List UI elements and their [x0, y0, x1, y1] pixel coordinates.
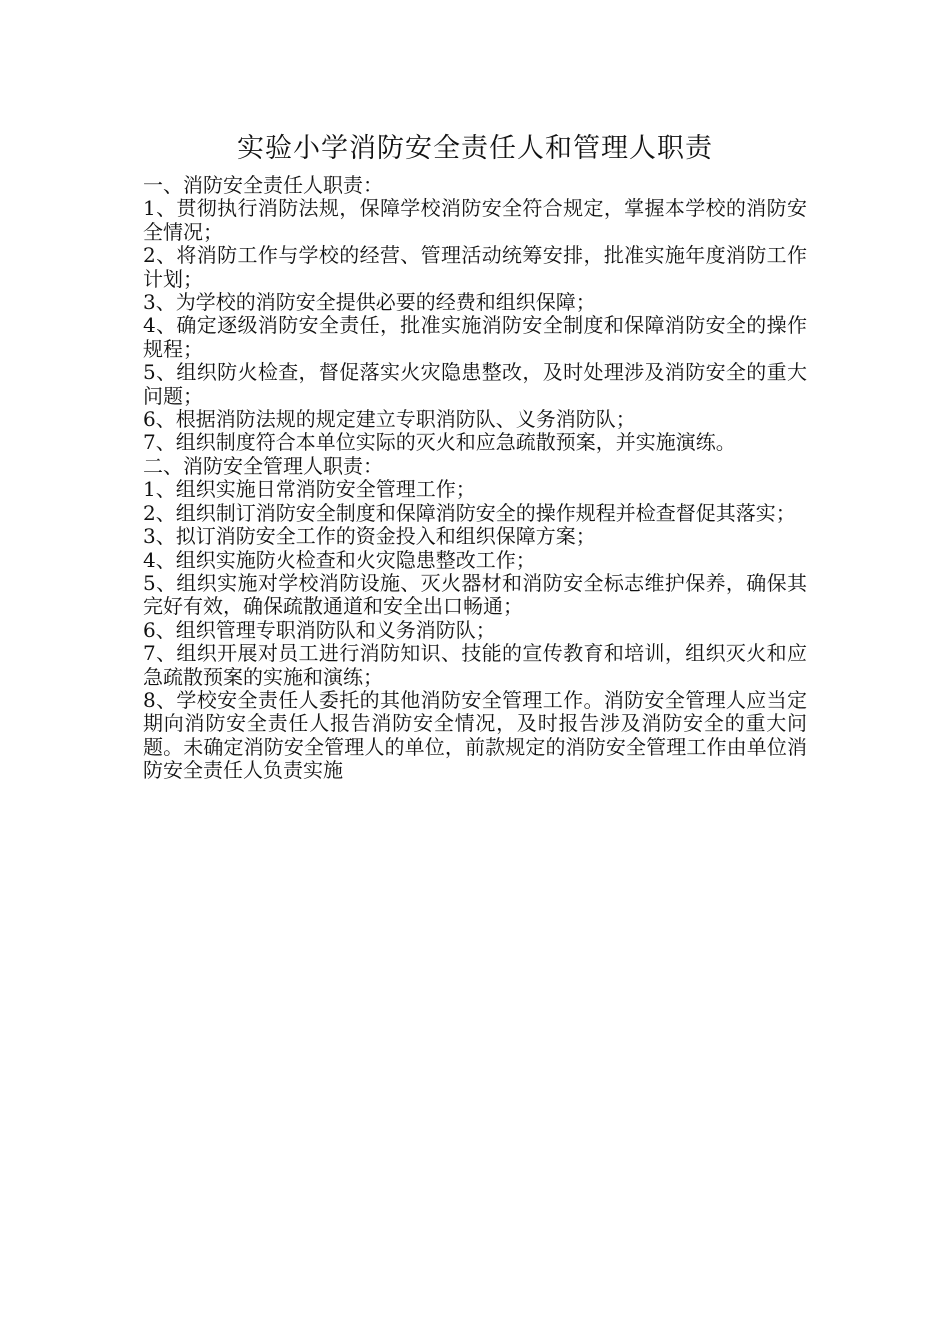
responsibility-item-4: 4、确定逐级消防安全责任，批准实施消防安全制度和保障消防安全的操作规程；	[143, 313, 807, 361]
responsibility-item-6: 6、根据消防法规的规定建立专职消防队、义务消防队；	[143, 407, 636, 432]
section-heading-responsible-person: 一、消防安全责任人职责：	[143, 173, 383, 197]
responsibility-item-7: 7、组织制度符合本单位实际的灭火和应急疏散预案，并实施演练。	[143, 430, 736, 455]
responsibility-item-2: 2、将消防工作与学校的经营、管理活动统筹安排，批准实施年度消防工作计划；	[143, 243, 807, 291]
responsibility-item-1: 1、贯彻执行消防法规，保障学校消防安全符合规定，掌握本学校的消防安全情况；	[143, 196, 807, 244]
manager-item-1: 1、组织实施日常消防安全管理工作；	[143, 477, 476, 502]
document-title: 实验小学消防安全责任人和管理人职责	[237, 133, 713, 164]
manager-item-4: 4、组织实施防火检查和火灾隐患整改工作；	[143, 547, 536, 572]
responsibility-item-3: 3、为学校的消防安全提供必要的经费和组织保障；	[143, 290, 596, 315]
manager-item-3: 3、拟订消防安全工作的资金投入和组织保障方案；	[143, 524, 596, 549]
document-body	[143, 130, 807, 783]
manager-item-6: 6、组织管理专职消防队和义务消防队；	[143, 617, 496, 642]
responsibility-item-5: 5、组织防火检查，督促落实火灾隐患整改，及时处理涉及消防安全的重大问题；	[143, 360, 807, 408]
manager-item-7: 7、组织开展对员工进行消防知识、技能的宣传教育和培训，组织灭火和应急疏散预案的实施和演练；	[143, 641, 807, 689]
section-heading-manager: 二、消防安全管理人职责：	[143, 453, 383, 478]
manager-item-2: 2、组织制订消防安全制度和保障消防安全的操作规程并检查督促其落实；	[143, 500, 796, 525]
manager-item-8: 8、学校安全责任人委托的其他消防安全管理工作。消防安全管理人应当定期向消防安全责任人报告消防安全情况，及时报告涉及消防安全的重大问题。未确定消防安全管理人的单位，前款规定的消防安全管理工作由单位消防安全责任人负责实施	[143, 687, 807, 783]
manager-item-5: 5、组织实施对学校消防设施、灭火器材和消防安全标志维护保养，确保其完好有效，确保疏散通道和安全出口畅通；	[143, 570, 807, 619]
